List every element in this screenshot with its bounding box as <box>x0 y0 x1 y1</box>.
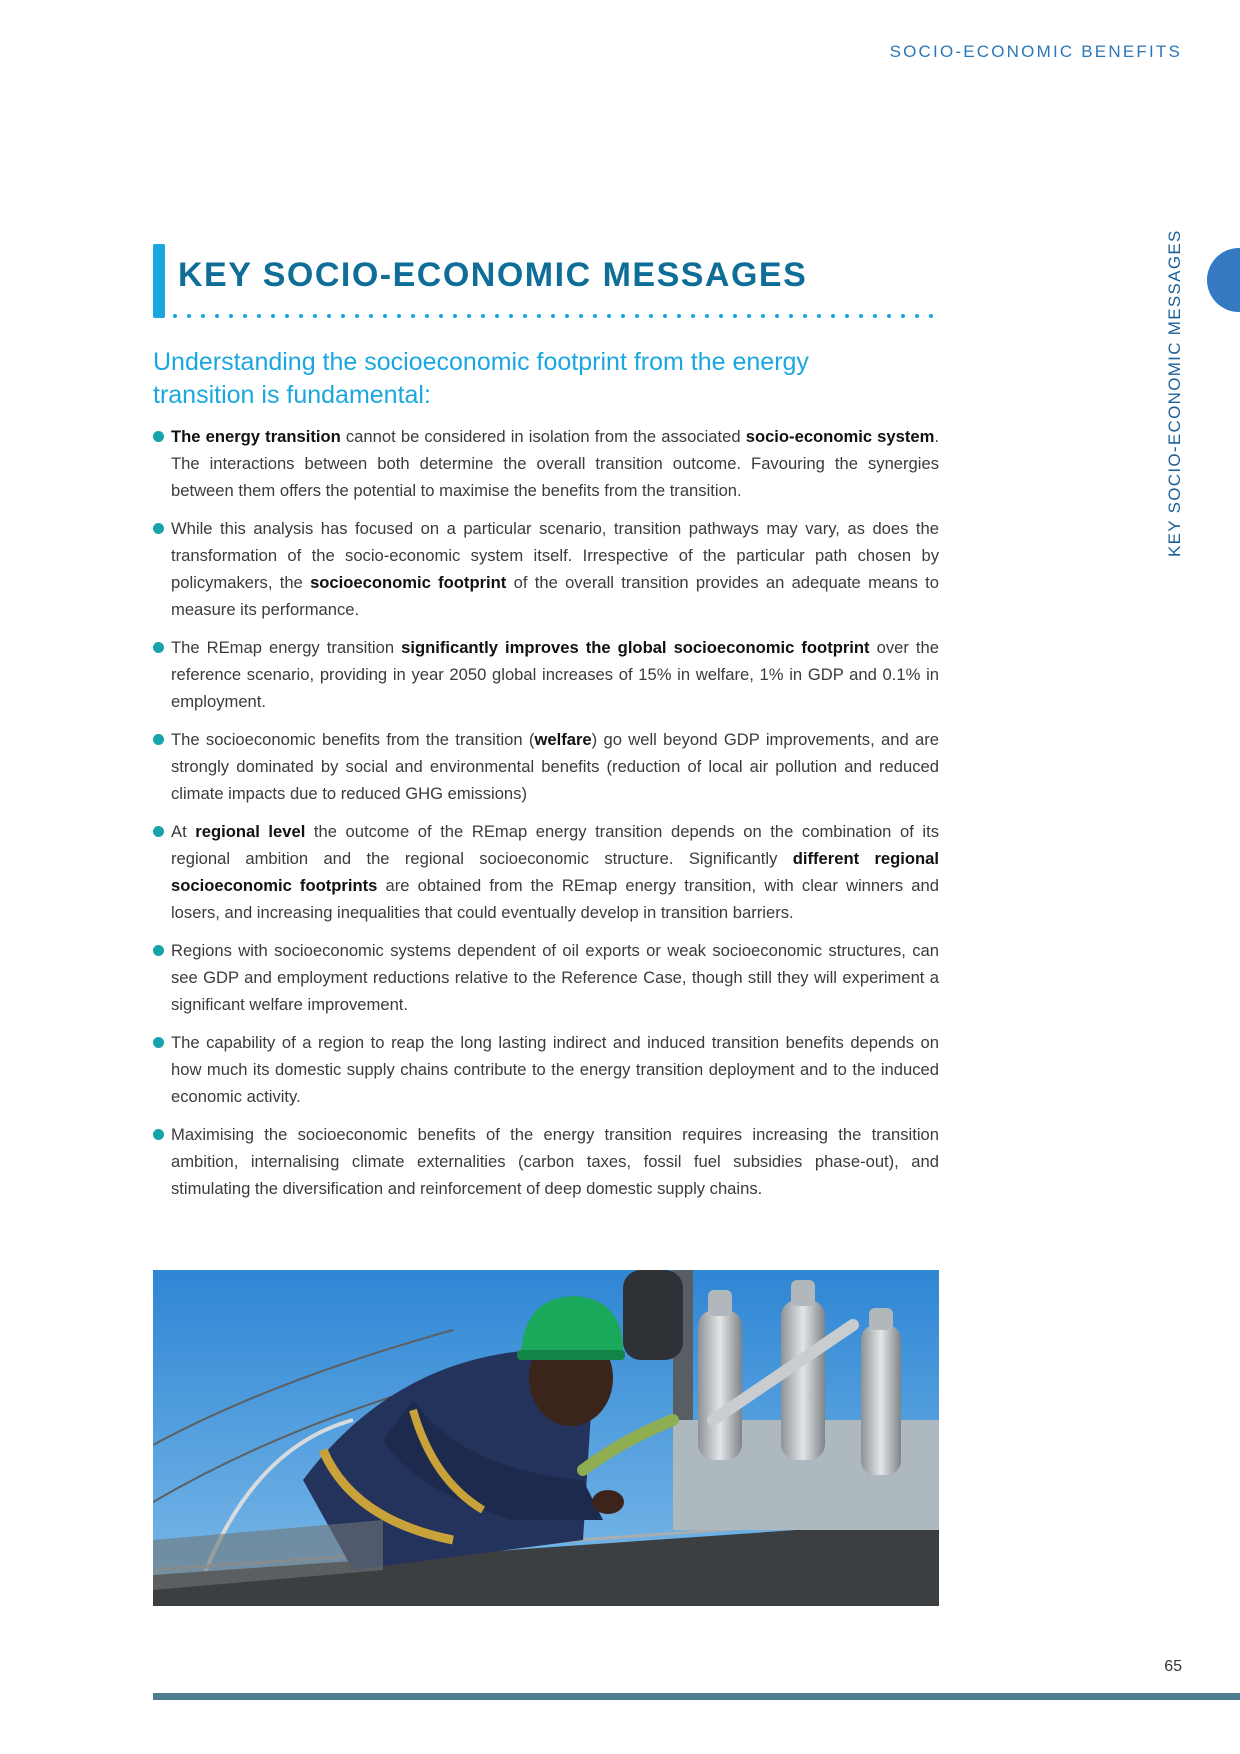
side-section-label: KEY SOCIO-ECONOMIC MESSAGES <box>1165 229 1184 557</box>
message-text: cannot be considered in isolation from the associated <box>340 427 746 446</box>
key-message <box>153 726 939 807</box>
message-bold-text: socio-economic system <box>745 427 935 446</box>
bullet-dot-icon <box>153 826 164 837</box>
bullet-dot-icon <box>153 945 164 956</box>
bullet-dot-icon <box>153 523 164 534</box>
section-tab-marker <box>1207 248 1240 312</box>
message-text: At <box>171 822 196 841</box>
title-accent-bar <box>153 244 165 318</box>
message-bold-text: socioeconomic footprint <box>310 573 507 592</box>
message-text: over the reference scenario, providing in year 2050 global increases of 15% in welfare, 1% in GDP and 0.1% in employment. <box>171 638 939 711</box>
message-text: While this analysis has focused on a particular scenario, transition pathways may vary, as does the transformation of the socio-economic system itself. Irrespective of the particular path chosen by policymakers, the <box>171 519 939 592</box>
section-subtitle: Understanding the socioeconomic footprint from the energy transition is fundamental: <box>153 348 809 409</box>
bullet-dot-icon <box>153 642 164 653</box>
bullet-dot-icon <box>153 431 164 442</box>
message-bold-text: regional level <box>195 822 306 841</box>
message-text: Maximising the socioeconomic benefits of the energy transition requires increasing the transition ambition, internalising climate externalities (carbon taxes, fossil fuel subsidies phase-out), and stimulating the diversification and reinforcement of deep domestic supply chains. <box>171 1125 939 1198</box>
message-text: the outcome of the REmap energy transition depends on the combination of its regional ambition and the regional socioeconomic structure. Significantly <box>171 822 940 868</box>
key-message <box>153 1029 939 1110</box>
footer-rule <box>153 1693 1240 1700</box>
bullet-dot-icon <box>153 1129 164 1140</box>
message-text: of the overall transition provides an adequate means to measure its performance. <box>171 573 939 619</box>
photo-electrical-worker <box>153 1270 939 1606</box>
key-messages-list <box>153 423 939 1213</box>
bullet-dot-icon <box>153 734 164 745</box>
key-message <box>153 515 939 623</box>
message-text: are obtained from the REmap energy transition, with clear winners and losers, and increasing inequalities that could eventually develop in transition barriers. <box>171 876 939 922</box>
message-bold-text: welfare <box>534 730 592 749</box>
dotted-divider <box>154 313 940 319</box>
running-header: SOCIO-ECONOMIC BENEFITS <box>889 42 1182 61</box>
section-title: KEY SOCIO-ECONOMIC MESSAGES <box>178 256 808 294</box>
key-message <box>153 634 939 715</box>
message-text: . The interactions between both determine the overall transition outcome. Favouring the synergies between them offers the potential to maximise the benefits from the transition. <box>171 427 939 500</box>
message-text: The REmap energy transition <box>171 638 402 657</box>
bullet-dot-icon <box>153 1037 164 1048</box>
message-bold-text: The energy transition <box>171 427 341 446</box>
message-text: Regions with socioeconomic systems dependent of oil exports or weak socioeconomic structures, can see GDP and employment reductions relative to the Reference Case, though still they will experiment a significant welfare improvement. <box>171 941 939 1014</box>
message-bold-text: significantly improves the global socioeconomic footprint <box>401 638 870 657</box>
key-message <box>153 423 939 504</box>
key-message <box>153 818 939 926</box>
message-bold-text: different regional socioeconomic footprints <box>171 849 940 895</box>
message-text: The socioeconomic benefits from the transition ( <box>171 730 535 749</box>
message-text: ) go well beyond GDP improvements, and are strongly dominated by social and environmental benefits (reduction of local air pollution and reduced climate impacts due to reduced GHG emissions) <box>171 730 939 803</box>
message-text: The capability of a region to reap the long lasting indirect and induced transition benefits depends on how much its domestic supply chains contribute to the energy transition deployment and to the induced economic activity. <box>171 1033 939 1106</box>
key-message <box>153 1121 939 1202</box>
key-message <box>153 937 939 1018</box>
page-number: 65 <box>1164 1658 1182 1675</box>
